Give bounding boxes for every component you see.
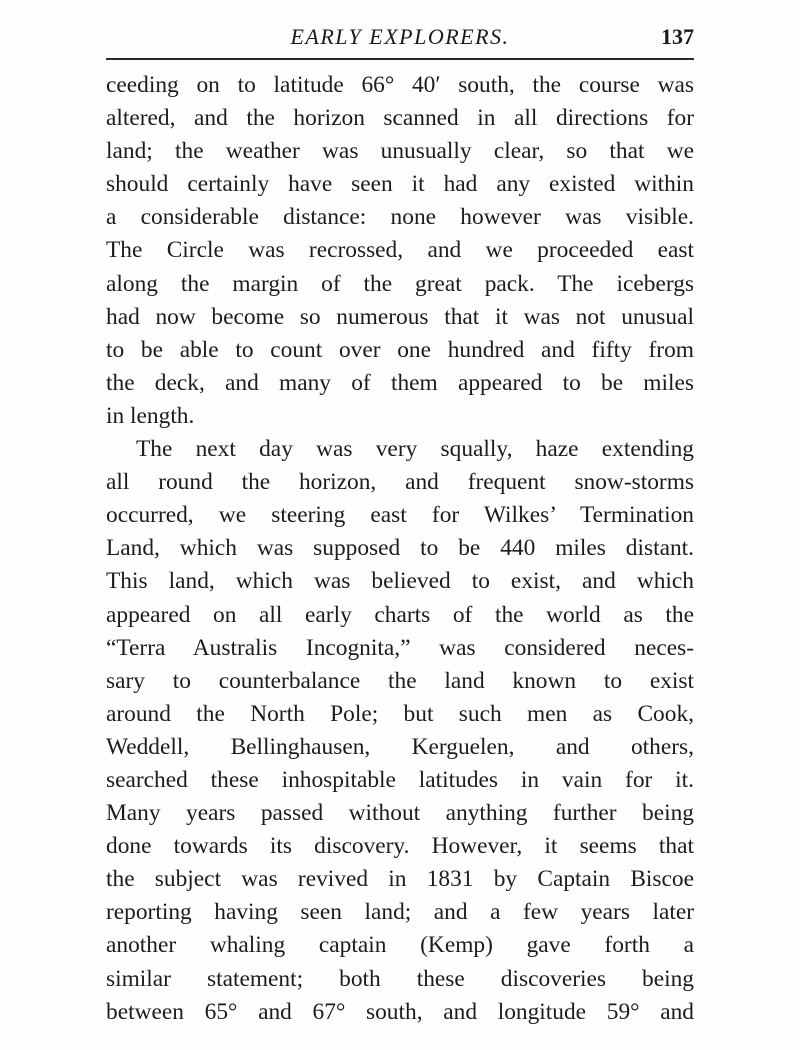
- text-line: should certainly have seen it had any existed within: [106, 171, 694, 198]
- paragraph-continued: [106, 69, 694, 433]
- text-line: The Circle was recrossed, and we proceeded east: [106, 237, 694, 264]
- text-line: along the margin of the great pack. The icebergs: [106, 270, 694, 297]
- page-number: 137: [661, 24, 694, 49]
- text-line: had now become so numerous that it was not unusual: [106, 303, 694, 330]
- body-text: [106, 69, 694, 1029]
- text-line: Land, which was supposed to be 440 miles distant.: [106, 535, 694, 562]
- text-line: all round the horizon, and frequent snow-storms: [106, 469, 694, 496]
- text-line: ceeding on to latitude 66° 40′ south, the course was: [106, 72, 694, 98]
- text-line: similar statement; both these discoveries being: [106, 965, 694, 992]
- text-line: reporting having seen land; and a few years later: [106, 899, 694, 926]
- text-line: “Terra Australis Incognita,” was considered neces-: [106, 634, 694, 661]
- running-title: EARLY EXPLORERS.: [290, 24, 510, 49]
- text-line: around the North Pole; but such men as Cook,: [106, 700, 694, 727]
- paragraph: [106, 433, 694, 1029]
- text-line: Many years passed without anything further being: [106, 800, 694, 827]
- text-line: the subject was revived in 1831 by Captain Biscoe: [106, 866, 694, 893]
- text-line: The next day was very squally, haze extending: [136, 436, 694, 463]
- text-line: to be able to count over one hundred and fifty from: [106, 336, 694, 363]
- text-line: a considerable distance: none however was visible.: [106, 204, 694, 231]
- running-head: [106, 22, 694, 60]
- text-line: the deck, and many of them appeared to be miles: [106, 369, 694, 396]
- text-line: This land, which was believed to exist, and which: [106, 568, 694, 595]
- text-line: sary to counterbalance the land known to exist: [106, 667, 694, 694]
- text-line: land; the weather was unusually clear, so that we: [106, 138, 694, 165]
- text-line: Weddell, Bellinghausen, Kerguelen, and others,: [106, 733, 694, 760]
- text-line: occurred, we steering east for Wilkes’ Termination: [106, 502, 694, 529]
- text-line: done towards its discovery. However, it seems that: [106, 833, 694, 860]
- text-line: in length.: [106, 402, 195, 429]
- text-line: between 65° and 67° south, and longitude 59° and: [106, 998, 694, 1025]
- text-line: appeared on all early charts of the world as the: [106, 601, 694, 628]
- text-line: searched these inhospitable latitudes in vain for it.: [106, 766, 694, 793]
- text-line: altered, and the horizon scanned in all directions for: [106, 105, 694, 132]
- text-line: another whaling captain (Kemp) gave forth a: [106, 932, 694, 959]
